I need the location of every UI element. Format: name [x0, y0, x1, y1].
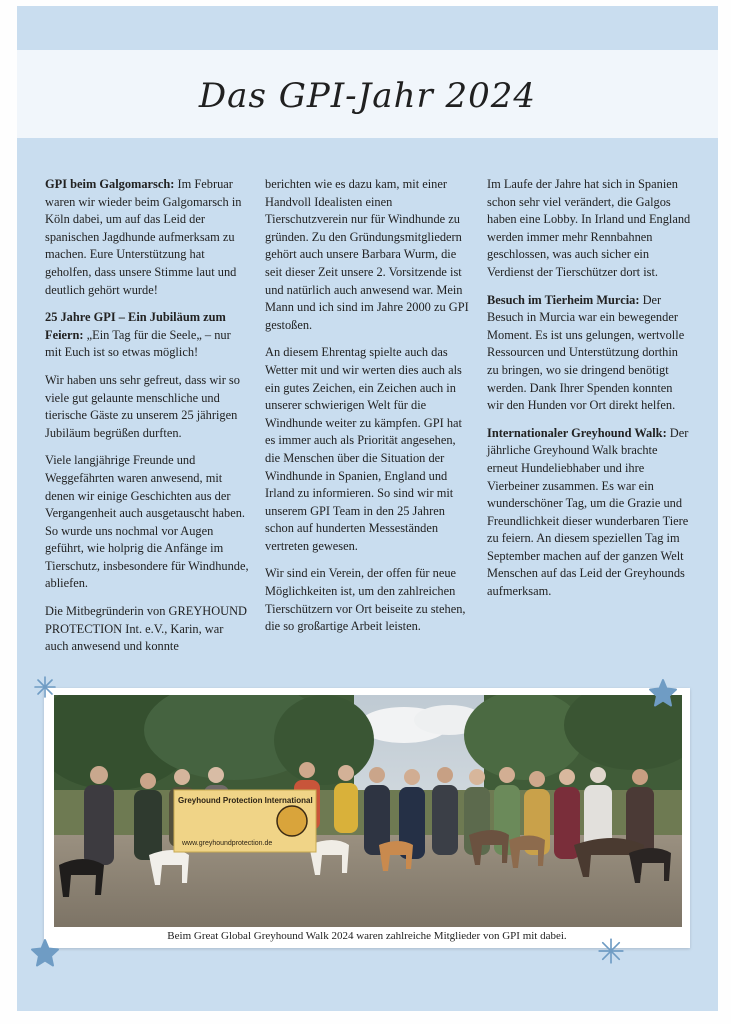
- group-photo: [54, 695, 682, 927]
- text-column-1: [45, 176, 249, 666]
- col2-paragraph: [265, 176, 469, 334]
- sparkle-star-icon: [598, 938, 624, 964]
- col1-paragraph: [45, 452, 249, 593]
- sparkle-star-icon: [34, 676, 56, 698]
- col2-paragraph: [265, 565, 469, 635]
- col3-paragraph: [487, 425, 691, 601]
- paragraph-text: Der jährliche Greyhound Walk brachte erneut Hundeliebhaber und ihre Vierbeiner zusammen. Es war ein wunderschöner Tag, um die Grazie und Freundlichkeit dieser wunderbaren Tiere zu feiern. An diesem speziellen Tag im September machen auf der ganzen Welt Menschen auf das Leid der Greyhounds aufmerksam.: [487, 425, 689, 599]
- paragraph-text: Im Laufe der Jahre hat sich in Spanien schon sehr viel verändert, die Galgos haben eine Lobby. In Irland und England werden immer mehr Rennbahnen geschlossen, was auch sicher ein Verdienst der Tierschützer dort ist.: [487, 177, 691, 279]
- col3-paragraph: [487, 176, 691, 282]
- banner-url-text: www.greyhoundprotection.de: [182, 840, 273, 847]
- page-title: Das GPI-Jahr 2024: [198, 76, 537, 116]
- photo-caption: Beim Great Global Greyhound Walk 2024 waren zahlreiche Mitglieder von GPI mit dabei.: [167, 930, 567, 942]
- paragraph-text: Der Besuch in Murcia war ein bewegender Moment. Es ist uns gelungen, wertvolle Ressourcen und Unterstützung dorthin zu bringen, wo sie dringend benötigt werden. Dank Ihrer Spenden konnten wir den Hunden vor Ort direkt helfen.: [487, 292, 685, 413]
- rounded-star-icon: [30, 938, 60, 968]
- text-column-2: [265, 176, 469, 646]
- text-column-3: [487, 176, 691, 611]
- paragraph-text: An diesem Ehrentag spielte auch das Wetter mit und wir werten dies auch als ein gutes Zeichen, ein Zeichen auch in unserer schwierigen Welt für die Windhunde weiter zu kämpfen. GPI hat es immer auch als Priorität angesehen, die Menschen über die Situation der Windhunde in Spanien, England und Irland zu informieren. So sind wir mit unserem GPI Team in den 25 Jahren schon auf hunderten Messeständen vertreten gewesen.: [265, 345, 463, 553]
- col1-paragraph: [45, 372, 249, 442]
- paragraph-heading: Internationaler Greyhound Walk:: [487, 425, 667, 440]
- col1-paragraph: [45, 603, 249, 656]
- rounded-star-icon: [648, 678, 678, 708]
- paragraph-text: „Ein Tag für die Seele„ – nur mit Euch ist so etwas möglich!: [45, 327, 231, 360]
- paragraph-heading: Besuch im Tierheim Murcia:: [487, 292, 640, 307]
- group-photo-illustration: [54, 695, 682, 927]
- paragraph-text: Wir haben uns sehr gefreut, dass wir so viele gut gelaunte menschliche und tierische Gäste zu unserem 25 jährigen Jubiläum begrüßen durften.: [45, 372, 240, 440]
- paragraph-heading: 25 Jahre GPI – Ein Jubiläum zum Feiern:: [45, 310, 226, 342]
- paragraph-text: Viele langjährige Freunde und Weggefährten waren anwesend, mit denen wir einige Geschichten aus der Vergangenheit auch ausgetauscht haben. So wurde uns nochmal vor Augen geführt, wie holprig die Anfänge im Tierschutz, insbesondere für Windhunde, abliefen.: [45, 453, 249, 591]
- paragraph-text: Wir sind ein Verein, der offen für neue Möglichkeiten ist, um den zahlreichen Tierschützern vor Ort beiseite zu stehen, die so großartige Arbeit leisten.: [265, 566, 466, 634]
- banner-title-text: Greyhound Protection International: [178, 796, 313, 805]
- col1-paragraph: [45, 176, 249, 299]
- col1-paragraph: [45, 309, 249, 362]
- paragraph-text: Im Februar waren wir wieder beim Galgomarsch in Köln dabei, um auf das Leid der spanischen Jagdhunde aufmerksam zu machen. Eure Unterstützung hat geholfen, dass unsere Stimme laut und deutlich gehört wurde!: [45, 177, 242, 297]
- paragraph-heading: GPI beim Galgomarsch:: [45, 177, 175, 191]
- paragraph-text: berichten wie es dazu kam, mit einer Handvoll Idealisten einen Tierschutzverein nur für Windhunde zu gründen. Zu den Gründungsmitgliedern gehört auch unsere Barbara Wurm, die seit dieser Zeit unsere 2. Vorsitzende ist und natürlich auch anwesend war. Mein Mann und ich sind im Jahre 2000 zu GPI gestoßen.: [265, 177, 469, 332]
- paragraph-text: Die Mitbegründerin von GREYHOUND PROTECTION Int. e.V., Karin, war auch anwesend und konnte: [45, 604, 248, 654]
- col2-paragraph: [265, 344, 469, 555]
- col3-paragraph: [487, 292, 691, 415]
